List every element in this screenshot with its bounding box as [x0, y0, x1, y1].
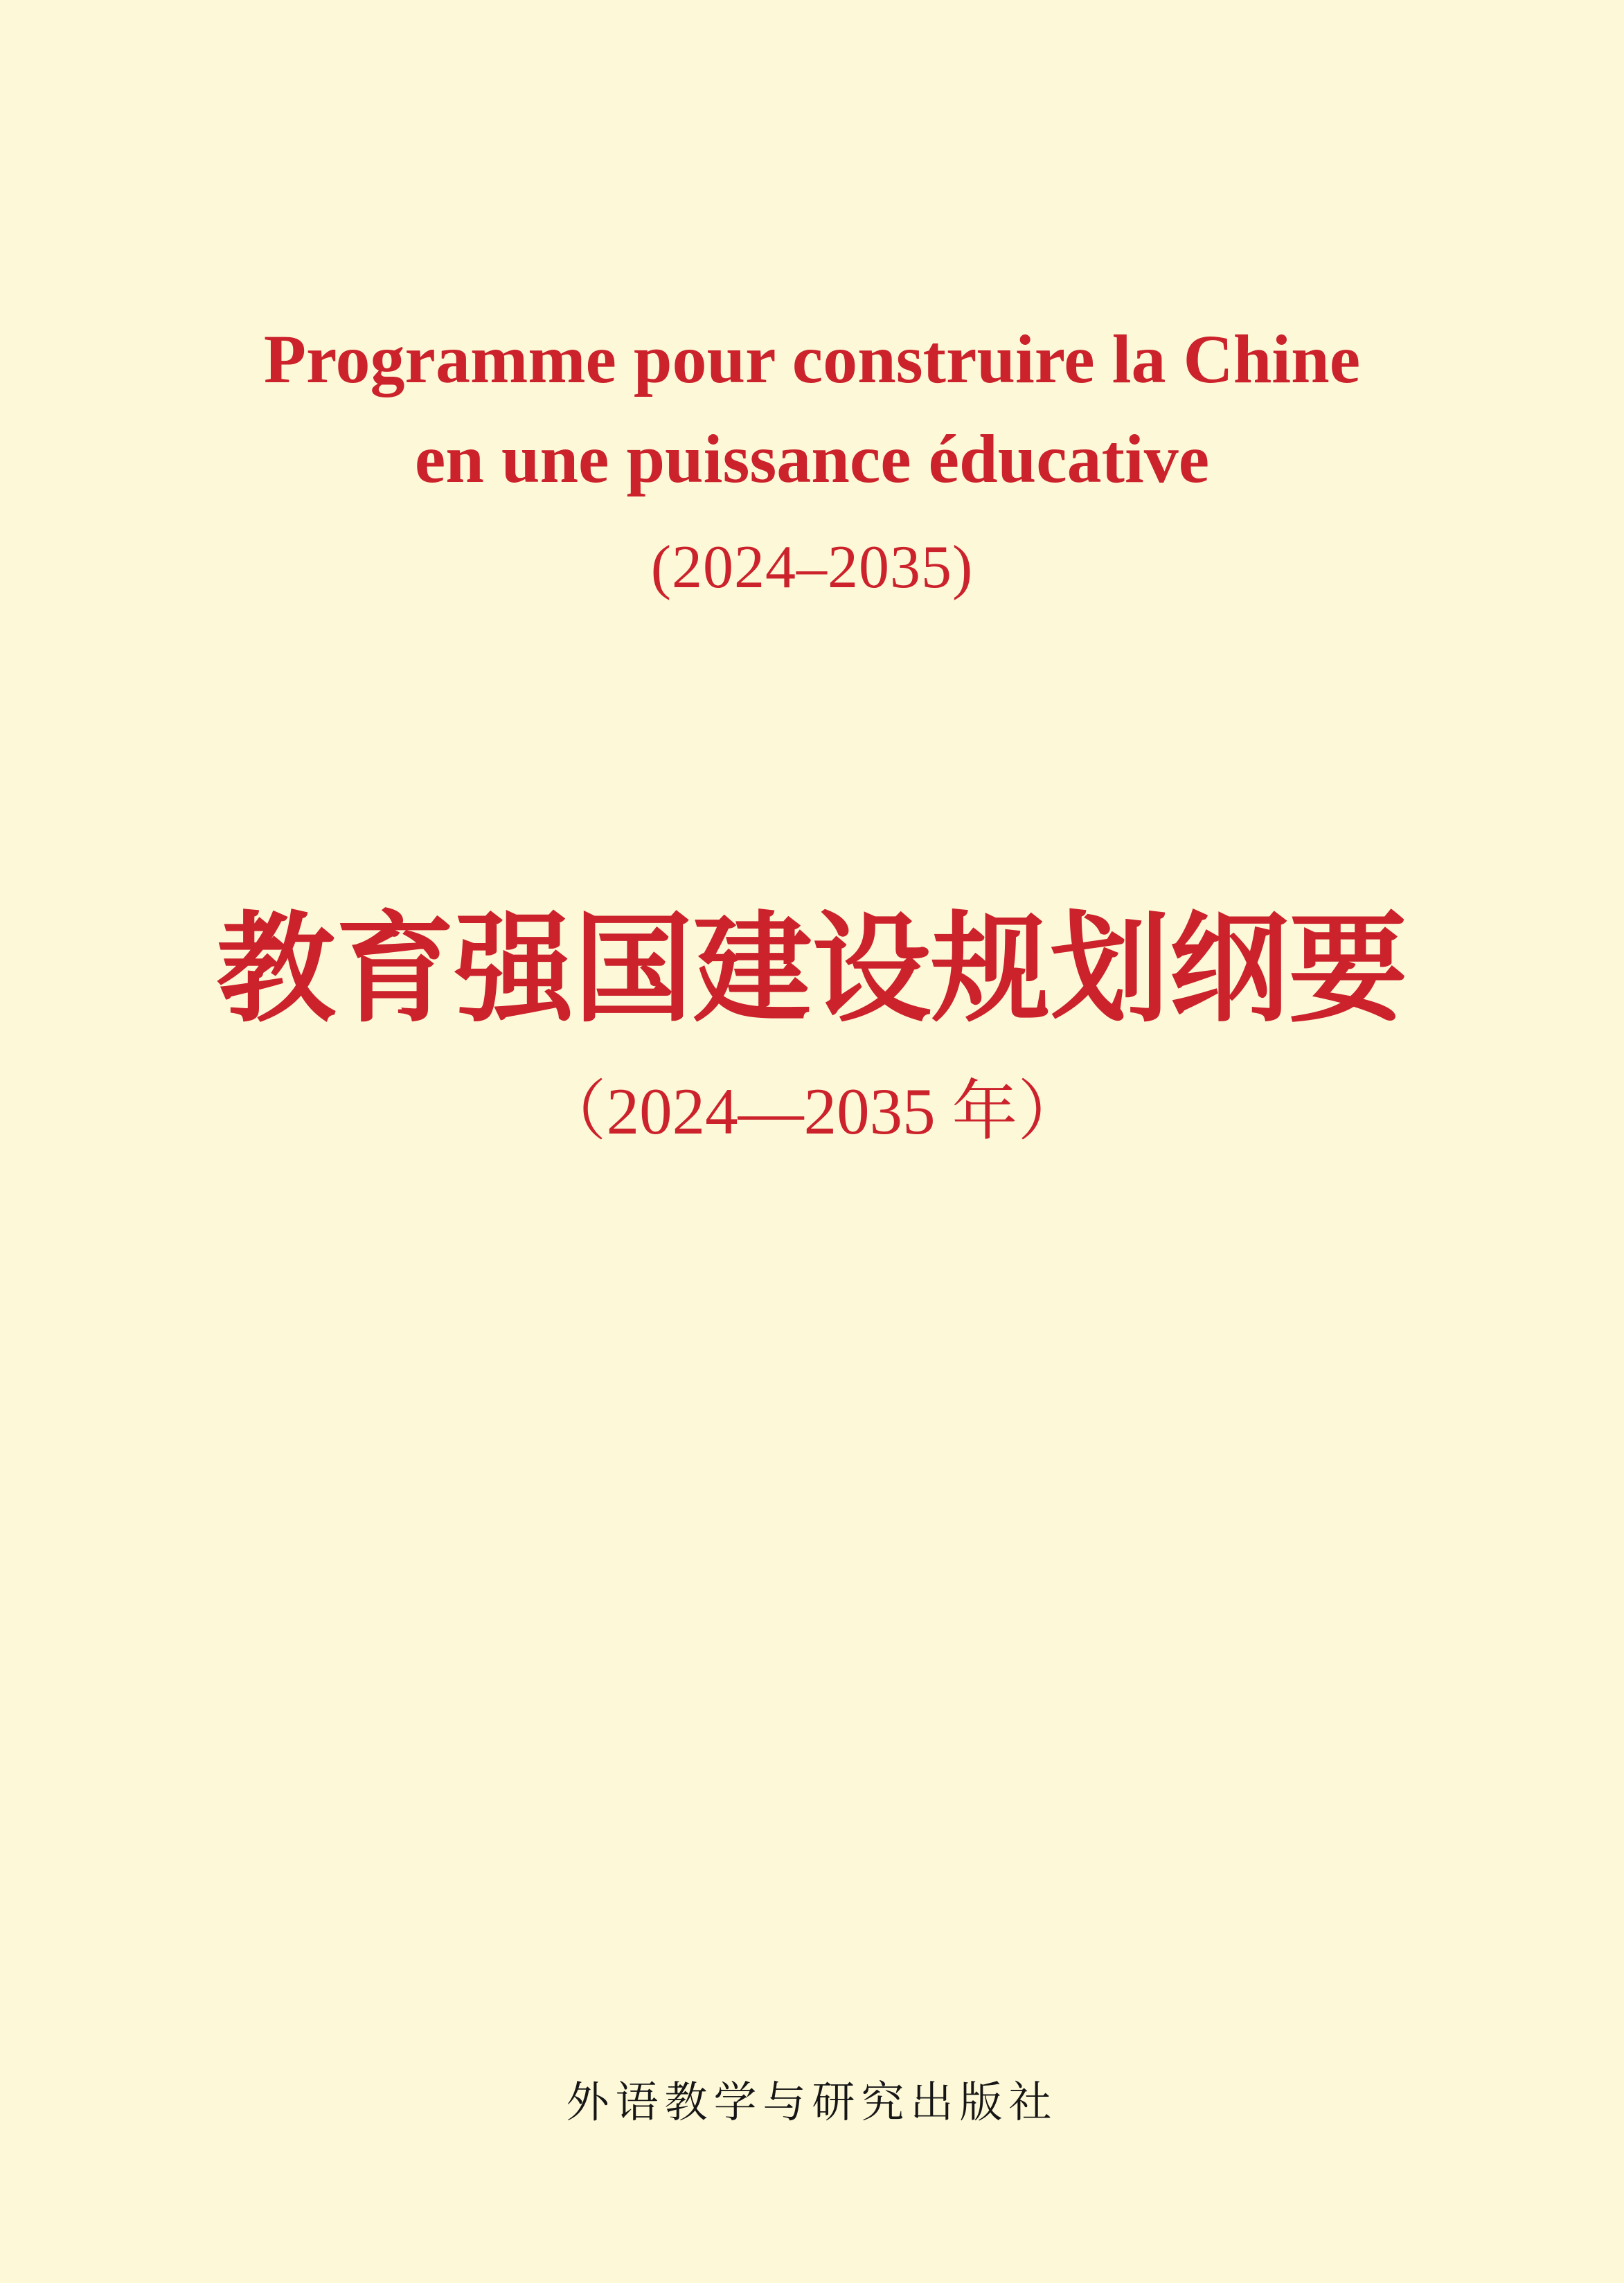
french-title-line1: Programme pour construire la Chine [263, 321, 1361, 397]
chinese-title: 教育强国建设规划纲要 [216, 905, 1408, 1037]
french-title-years: (2024–2035) [650, 534, 974, 601]
chinese-title-years: （2024—2035 年） [540, 1075, 1084, 1148]
french-title-line2: en une puissance éducative [414, 420, 1210, 497]
publisher-name: 外语教学与研究出版社 [566, 2079, 1058, 2127]
